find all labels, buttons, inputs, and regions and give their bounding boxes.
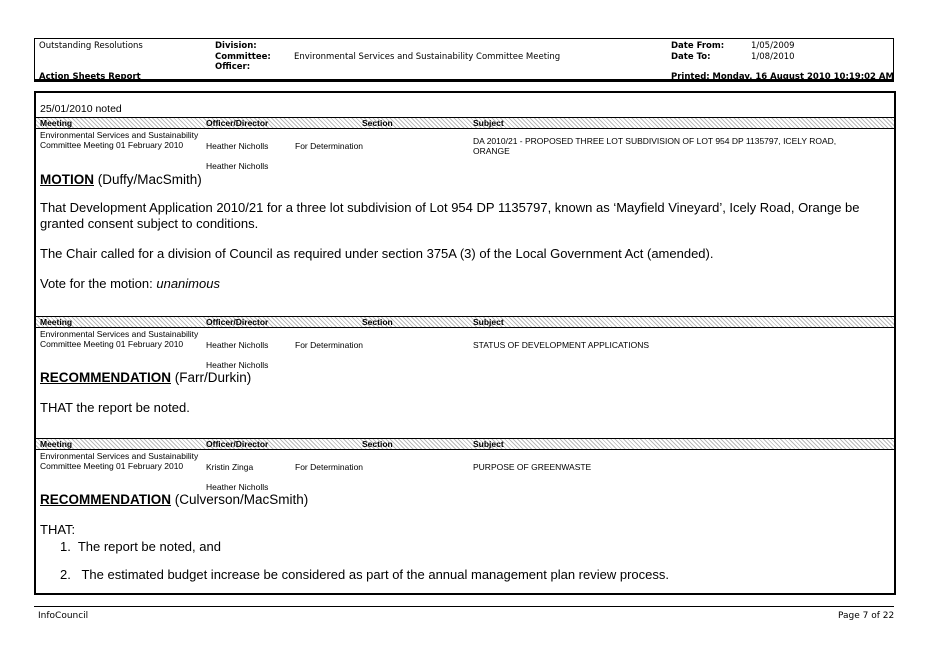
date-from-value: 1/05/2009 <box>751 41 795 51</box>
list-text: The report be noted, and <box>77 539 221 554</box>
resolution-paragraph: THAT: <box>40 522 76 537</box>
list-number: 1. <box>60 539 71 554</box>
list-number: 2. <box>60 567 71 582</box>
section-cell: For Determination <box>295 340 364 350</box>
resolution-paragraph: That Development Application 2010/21 for a three lot subdivision of Lot 954 DP 1135797, known as ‘Mayfield Vineyard’, Icely Road, Orange be granted consent subject to conditions. <box>40 200 860 231</box>
col-section: Section <box>362 317 393 327</box>
meeting-cell: Environmental Services and Sustainability Committee Meeting 01 February 2010 <box>40 130 199 150</box>
vote-value: unanimous <box>156 276 220 291</box>
list-text: The estimated budget increase be considered as part of the annual management plan review process. <box>81 567 669 582</box>
movers: (Farr/Durkin) <box>171 370 252 385</box>
footer-left: InfoCouncil <box>38 611 89 621</box>
meeting-cell: Environmental Services and Sustainability Committee Meeting 01 February 2010 <box>40 451 199 471</box>
subject-cell: PURPOSE OF GREENWASTE <box>473 462 592 472</box>
col-subject: Subject <box>473 118 504 128</box>
col-subject: Subject <box>473 439 504 449</box>
header-divider <box>35 79 893 81</box>
resolution-paragraph: The Chair called for a division of Council as required under section 375A (3) of the Local Government Act (amended). <box>40 246 714 261</box>
list-item <box>60 539 221 554</box>
column-header-bar <box>36 316 894 328</box>
committee-label: Committee: <box>215 52 271 62</box>
col-officer: Officer/Director <box>206 439 269 449</box>
heading-type: RECOMMENDATION <box>40 492 171 507</box>
column-header-bar <box>36 438 894 450</box>
col-meeting: Meeting <box>40 118 73 128</box>
officer-cell: Heather Nicholls <box>206 340 269 350</box>
col-section: Section <box>362 118 393 128</box>
director-cell: Heather Nicholls <box>206 482 269 492</box>
printed-label: Printed: <box>671 72 710 82</box>
vote-label: Vote for the motion: <box>40 276 157 291</box>
printed-value: Monday, 16 August 2010 10:19:02 AM <box>712 72 894 82</box>
list-item <box>60 567 669 582</box>
resolution-heading <box>40 172 888 188</box>
meeting-cell: Environmental Services and Sustainability Committee Meeting 01 February 2010 <box>40 329 199 349</box>
section-cell: For Determination <box>295 462 364 472</box>
resolution-paragraph: THAT the report be noted. <box>40 400 190 415</box>
subject-cell: DA 2010/21 - PROPOSED THREE LOT SUBDIVISION OF LOT 954 DP 1135797, ICELY ROAD, ORANGE <box>473 136 837 156</box>
col-officer: Officer/Director <box>206 317 269 327</box>
report-name: Action Sheets Report <box>39 72 141 82</box>
division-label: Division: <box>215 41 257 51</box>
date-from-label: Date From: <box>671 41 725 51</box>
movers: (Duffy/MacSmith) <box>94 172 202 187</box>
movers: (Culverson/MacSmith) <box>171 492 309 507</box>
report-group: Outstanding Resolutions <box>39 41 143 51</box>
director-cell: Heather Nicholls <box>206 161 269 171</box>
subject-cell: STATUS OF DEVELOPMENT APPLICATIONS <box>473 340 650 350</box>
resolution-heading <box>40 370 888 386</box>
col-meeting: Meeting <box>40 317 73 327</box>
resolution-heading <box>40 492 888 508</box>
heading-type: MOTION <box>40 172 94 187</box>
col-section: Section <box>362 439 393 449</box>
section-cell: For Determination <box>295 141 364 151</box>
col-meeting: Meeting <box>40 439 73 449</box>
footer-divider <box>34 606 894 607</box>
page-number: Page 7 of 22 <box>838 611 895 621</box>
officer-cell: Heather Nicholls <box>206 141 269 151</box>
col-subject: Subject <box>473 317 504 327</box>
officer-cell: Kristin Zinga <box>206 462 254 472</box>
officer-label: Officer: <box>215 62 251 72</box>
vote-line <box>40 276 888 292</box>
date-note: 25/01/2010 noted <box>40 103 122 115</box>
director-cell: Heather Nicholls <box>206 360 269 370</box>
heading-type: RECOMMENDATION <box>40 370 171 385</box>
col-officer: Officer/Director <box>206 118 269 128</box>
date-to-label: Date To: <box>671 52 711 62</box>
committee-value: Environmental Services and Sustainability Committee Meeting <box>294 52 561 62</box>
date-to-value: 1/08/2010 <box>751 52 795 62</box>
report-header <box>34 38 894 82</box>
action-sheet-content <box>34 91 896 595</box>
column-header-bar <box>36 117 894 129</box>
